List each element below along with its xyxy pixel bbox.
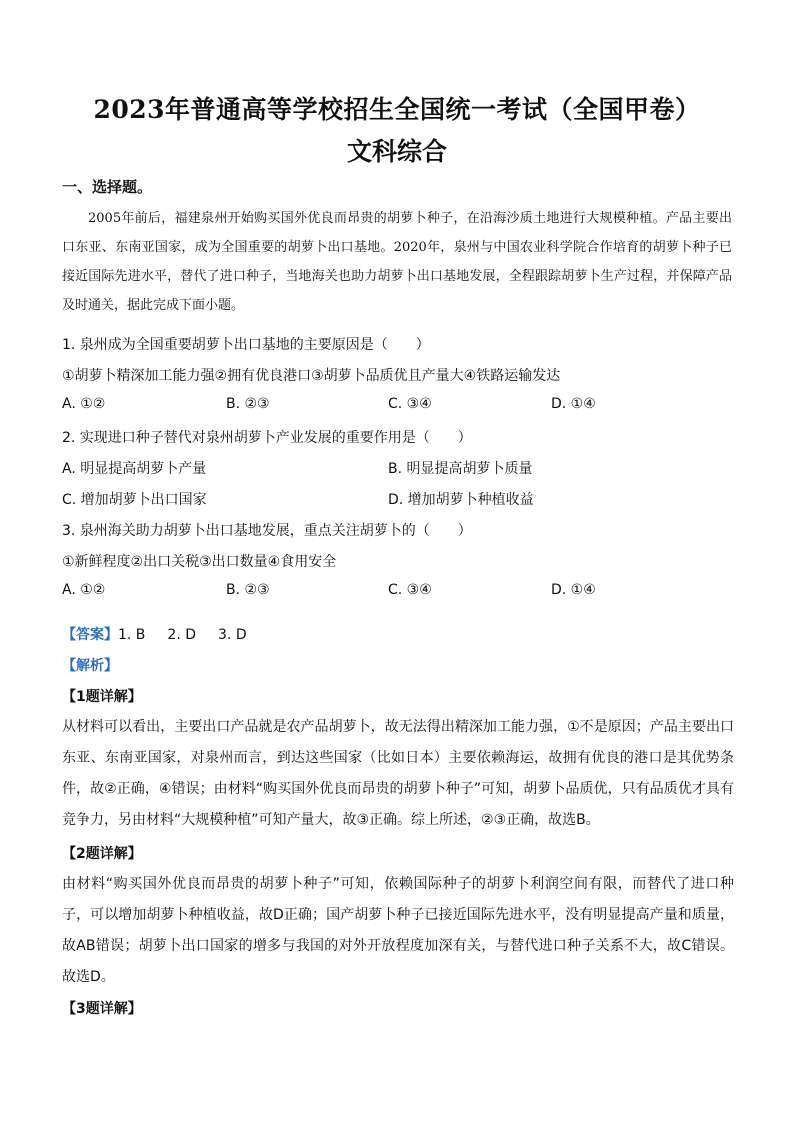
detail-2-heading: 【2题详解】: [62, 846, 142, 862]
detail-1-text: 从材料可以看出，主要出口产品就是农产品胡萝卜，故无法得出精深加工能力强，①不是原因；产品主要出口东亚、东南亚国家，对泉州而言，到达这些国家（比如日本）主要依赖海运，故拥有优良的港口是其优势条件，故②正确，④错误；由材料“购买国外优良而昂贵的胡萝卜种子”可知，胡萝卜品质优，只有品质优才具有竞争力，另由材料“大规模种植”可知产量大，故③正确。综上所述，②③正确，故选B。: [62, 719, 734, 828]
answer-3: 3. D: [218, 627, 247, 643]
detail-3-heading: 【3题详解】: [62, 1001, 142, 1017]
question-2-option-b: B. 明显提高胡萝卜质量: [388, 461, 533, 477]
answer-label: 【答案】: [62, 627, 118, 643]
detail-1-heading: 【1题详解】: [62, 689, 142, 705]
question-3-items: ①新鲜程度②出口关税③出口数量④食用安全: [62, 554, 337, 570]
answer-2: 2. D: [167, 627, 197, 643]
question-3-option-d: D. ①④: [551, 582, 596, 598]
question-3-option-a: A. ①②: [62, 582, 106, 598]
answer-1: 1. B: [118, 627, 146, 643]
question-1-option-a: A. ①②: [62, 396, 106, 412]
question-1-items: ①胡萝卜精深加工能力强②拥有优良港口③胡萝卜品质优且产量大④铁路运输发达: [62, 368, 561, 384]
question-2-option-d: D. 增加胡萝卜种植收益: [388, 492, 534, 508]
question-2-option-c: C. 增加胡萝卜出口国家: [62, 492, 207, 508]
question-1-option-b: B. ②③: [226, 396, 270, 412]
exam-title: 2023年普通高等学校招生全国统一考试（全国甲卷）: [93, 95, 701, 124]
question-2-option-a: A. 明显提高胡萝卜产量: [62, 461, 207, 477]
answer-line: [62, 624, 269, 644]
question-3-stem: 3. 泉州海关助力胡萝卜出口基地发展，重点关注胡萝卜的（ ）: [62, 523, 472, 539]
section-heading: 一、选择题。: [62, 178, 153, 196]
question-1-option-d: D. ①④: [551, 396, 596, 412]
question-2-stem: 2. 实现进口种子替代对泉州胡萝卜产业发展的重要作用是（ ）: [62, 430, 472, 446]
exam-subject: 文科综合: [346, 137, 447, 166]
question-3-option-b: B. ②③: [226, 582, 270, 598]
question-3-option-c: C. ③④: [388, 582, 432, 598]
question-1-stem: 1. 泉州成为全国重要胡萝卜出口基地的主要原因是（ ）: [62, 337, 430, 353]
question-material: 2005年前后，福建泉州开始购买国外优良而昂贵的胡萝卜种子，在沿海沙质土地进行大规模种植。产品主要出口东亚、东南亚国家，成为全国重要的胡萝卜出口基地。2020年，泉州与中国农业科学院合作培育的胡萝卜种子已接近国际先进水平，替代了进口种子，当地海关也助力胡萝卜出口基地发展，全程跟踪胡萝卜生产过程，并保障产品及时通关，据此完成下面小题。: [62, 211, 732, 313]
detail-2-text: 由材料“购买国外优良而昂贵的胡萝卜种子”可知，依赖国际种子的胡萝卜利润空间有限，而替代了进口种子，可以增加胡萝卜种植收益，故D正确；国产胡萝卜种子已接近国际先进水平，没有明显提高产量和质量，故AB错误；胡萝卜出口国家的增多与我国的对外开放程度加深有关，与替代进口种子关系不大，故C错误。故选D。: [62, 876, 734, 985]
analysis-label: 【解析】: [62, 658, 118, 674]
question-1-option-c: C. ③④: [388, 396, 432, 412]
